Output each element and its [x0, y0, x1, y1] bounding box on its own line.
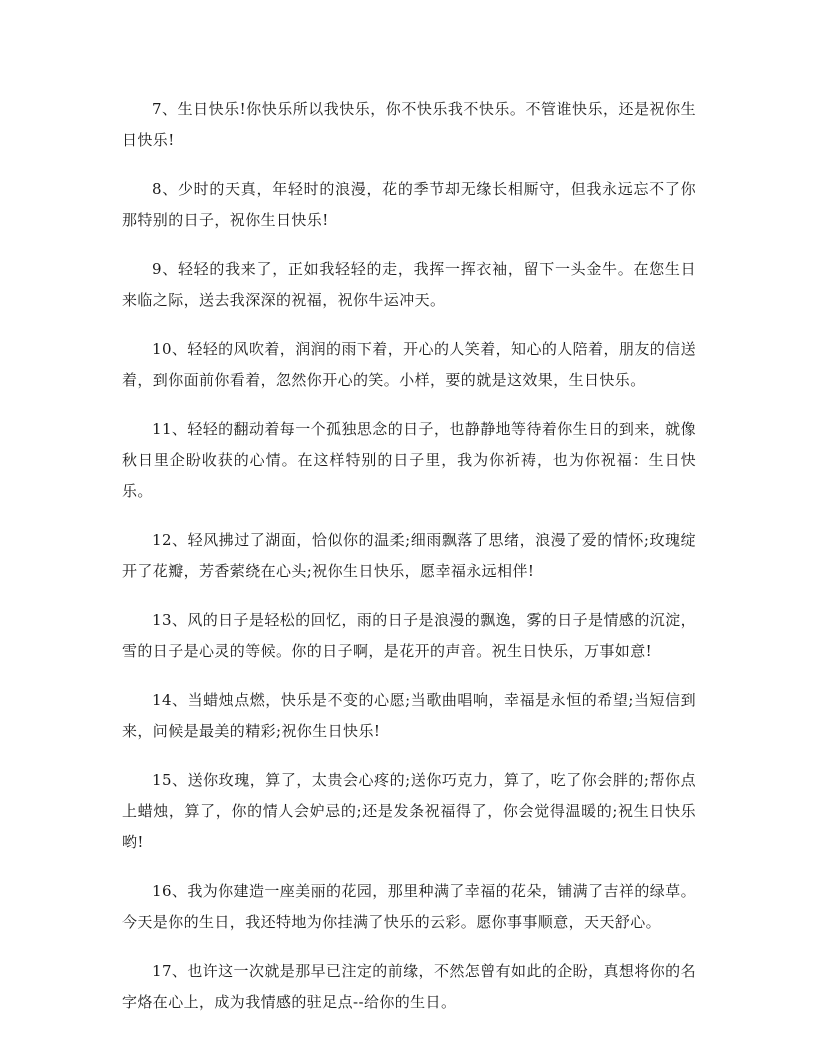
- paragraph-12: 12、轻风拂过了湖面，恰似你的温柔;细雨飘落了思绪，浪漫了爱的情怀;玫瑰绽开了花瓣，芳香萦绕在心头;祝你生日快乐，愿幸福永远相伴!: [122, 531, 696, 580]
- paragraph-17: 17、也许这一次就是那早已注定的前缘，不然怎曾有如此的企盼，真想将你的名字烙在心上，成为我情感的驻足点--给你的生日。: [122, 962, 696, 1011]
- paragraph-10: 10、轻轻的风吹着，润润的雨下着，开心的人笑着，知心的人陪着，朋友的信送着，到你面前你看着，忽然你开心的笑。小样，要的就是这效果，生日快乐。: [122, 340, 696, 389]
- paragraph-8: 8、少时的天真，年轻时的浪漫，花的季节却无缘长相厮守，但我永远忘不了你那特别的日子，祝你生日快乐!: [122, 180, 696, 229]
- paragraph-11: 11、轻轻的翻动着每一个孤独思念的日子，也静静地等待着你生日的到来，就像秋日里企盼收获的心情。在这样特别的日子里，我为你祈祷，也为你祝福：生日快乐。: [122, 420, 696, 500]
- paragraph-16: 16、我为你建造一座美丽的花园，那里种满了幸福的花朵，铺满了吉祥的绿草。今天是你的生日，我还特地为你挂满了快乐的云彩。愿你事事顺意，天天舒心。: [122, 882, 696, 931]
- paragraph-9: 9、轻轻的我来了，正如我轻轻的走，我挥一挥衣袖，留下一头金牛。在您生日来临之际，送去我深深的祝福，祝你牛运冲天。: [122, 260, 696, 309]
- document-body: [122, 94, 696, 1036]
- paragraph-13: 13、风的日子是轻松的回忆，雨的日子是浪漫的飘逸，雾的日子是情感的沉淀，雪的日子是心灵的等候。你的日子啊，是花开的声音。祝生日快乐，万事如意!: [122, 611, 696, 660]
- paragraph-15: 15、送你玫瑰，算了，太贵会心疼的;送你巧克力，算了，吃了你会胖的;帮你点上蜡烛，算了，你的情人会妒忌的;还是发条祝福得了，你会觉得温暖的;祝生日快乐哟!: [122, 771, 696, 851]
- paragraph-14: 14、当蜡烛点燃，快乐是不变的心愿;当歌曲唱响，幸福是永恒的希望;当短信到来，问候是最美的精彩;祝你生日快乐!: [122, 691, 696, 740]
- paragraph-7: 7、生日快乐!你快乐所以我快乐，你不快乐我不快乐。不管谁快乐，还是祝你生日快乐!: [122, 100, 696, 149]
